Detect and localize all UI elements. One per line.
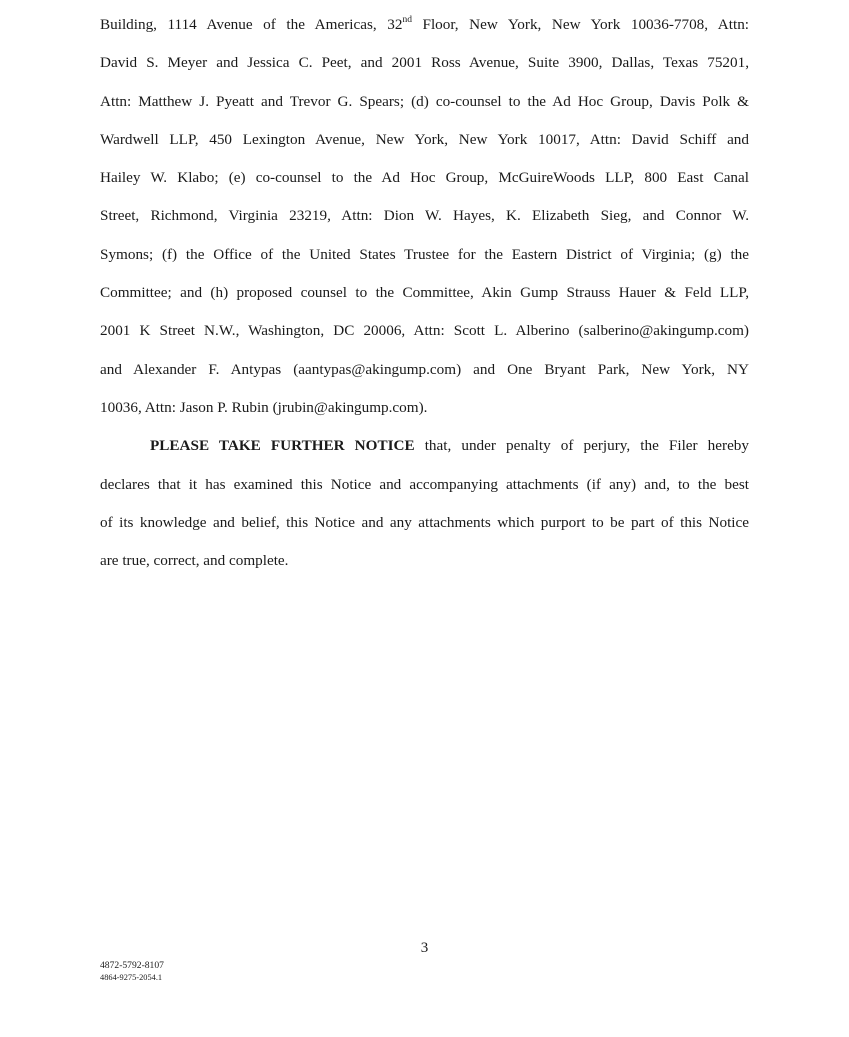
- text-line: declares that it has examined this Notice and accompanying attachments (if any) and, to the best: [100, 475, 749, 493]
- document-id: 4872-5792-8107: [100, 960, 164, 971]
- text-line: Street, Richmond, Virginia 23219, Attn: Dion W. Hayes, K. Elizabeth Sieg, and Connor W.: [100, 207, 749, 225]
- text-line: David S. Meyer and Jessica C. Peet, and 2001 Ross Avenue, Suite 3900, Dallas, Texas 75201,: [100, 54, 749, 72]
- text-line: of its knowledge and belief, this Notice and any attachments which purport to be part of this Notice: [100, 513, 749, 531]
- notice-heading: PLEASE TAKE FURTHER NOTICE: [150, 437, 415, 455]
- text-line: Building, 1114 Avenue of the Americas, 32nd Floor, New York, New York 10036-7708, Attn:: [100, 14, 750, 33]
- document-ids: [100, 960, 164, 983]
- text-line: Wardwell LLP, 450 Lexington Avenue, New York, New York 10017, Attn: David Schiff and: [100, 130, 749, 148]
- text-line: Hailey W. Klabo; (e) co-counsel to the Ad Hoc Group, McGuireWoods LLP, 800 East Canal: [100, 169, 749, 187]
- document-id: 4864-9275-2054.1: [100, 972, 163, 982]
- text-line: and Alexander F. Antypas (aantypas@akingump.com) and One Bryant Park, New York, NY: [100, 360, 749, 378]
- text-line: Committee; and (h) proposed counsel to the Committee, Akin Gump Strauss Hauer & Feld LLP,: [100, 284, 749, 302]
- text-line: Attn: Matthew J. Pyeatt and Trevor G. Spears; (d) co-counsel to the Ad Hoc Group, Davis Polk &: [100, 92, 749, 110]
- text-line: Symons; (f) the Office of the United States Trustee for the Eastern District of Virginia; (g) the: [100, 245, 749, 263]
- page-number: 3: [420, 940, 429, 956]
- text-line: 10036, Attn: Jason P. Rubin (jrubin@akingump.com).: [100, 398, 428, 416]
- notice-paragraph-first-line: PLEASE TAKE FURTHER NOTICE that, under penalty of perjury, the Filer hereby: [150, 437, 749, 455]
- body-text: [100, 6, 749, 580]
- text-line: are true, correct, and complete.: [100, 552, 289, 570]
- text-line: 2001 K Street N.W., Washington, DC 20006, Attn: Scott L. Alberino (salberino@akingump.com): [100, 322, 749, 340]
